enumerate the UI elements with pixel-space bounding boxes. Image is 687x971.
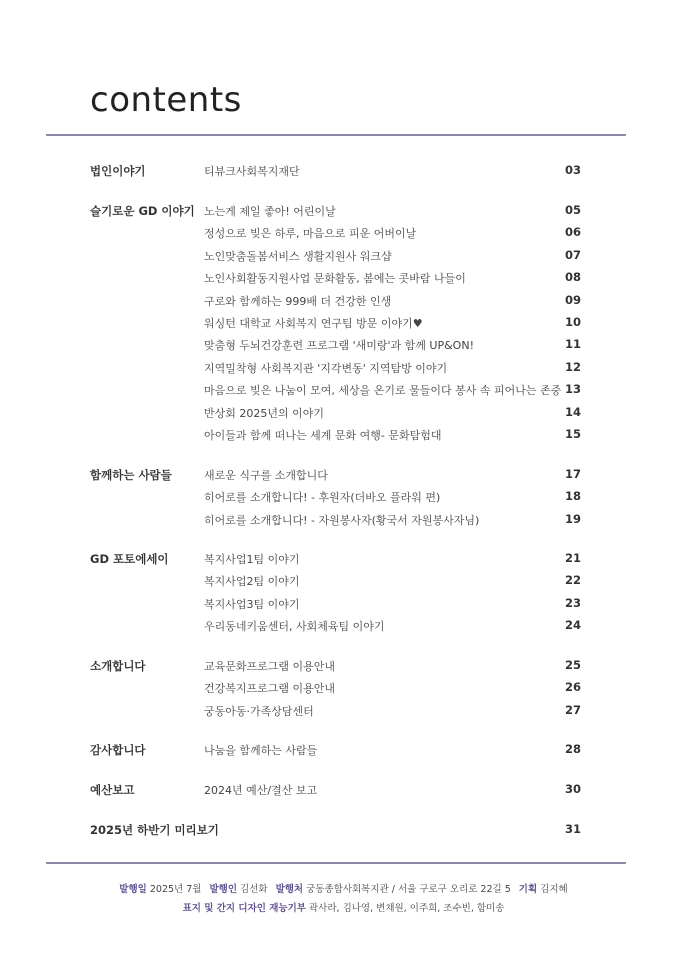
toc-entry[interactable] (0, 703, 687, 725)
entry-title: 아이들과 함께 떠나는 세계 문화 여행- 문화탐험대 (204, 429, 442, 442)
entry-page-number: 27 (564, 702, 581, 717)
footer-design-credits (0, 900, 687, 914)
toc-entry[interactable] (0, 405, 687, 427)
bottom-divider (46, 862, 626, 864)
toc-entry[interactable] (0, 596, 687, 618)
toc-entry[interactable] (0, 680, 687, 702)
footer-value: 궁동종합사회복지관 / 서울 구로구 오리로 22길 5 (306, 884, 511, 895)
entry-title: 노인사회활동지원사업 문화활동, 봄에는 콧바람 나들이 (204, 272, 466, 286)
entry-title: 복지사업2팀 이야기 (204, 575, 300, 589)
entry-page-number: 19 (564, 511, 581, 526)
entry-title: 새로운 식구를 소개합니다 (204, 469, 328, 482)
toc-entry[interactable] (0, 551, 687, 573)
entry-title: 반상회 2025년의 이야기 (204, 406, 324, 420)
entry-title: 복지사업1팀 이야기 (204, 553, 300, 566)
footer-value: 김선화 (240, 884, 268, 895)
entry-page-number: 07 (564, 247, 581, 262)
page-title: contents (90, 80, 242, 120)
entry-title: 구로와 함께하는 999배 더 건강한 인생 (204, 294, 392, 308)
entry-page-number: 11 (564, 337, 581, 352)
toc-entry[interactable] (0, 782, 687, 804)
section-title: 법인이야기 (90, 164, 146, 178)
section-title: 슬기로운 GD 이야기 (90, 204, 195, 218)
section-title: 예산보고 (90, 783, 135, 797)
entry-title: 노인맞춤돌봄서비스 생활지원사 워크샵 (204, 249, 392, 263)
toc-entry[interactable] (0, 658, 687, 680)
entry-page-number: 14 (564, 404, 581, 419)
toc-entry[interactable] (0, 225, 687, 247)
section-title: GD 포토에세이 (90, 552, 169, 566)
footer-value: 곽사라, 김나영, 변채원, 이주희, 조수빈, 함미송 (309, 903, 505, 914)
footer-label: 표지 및 간지 디자인 재능기부 (182, 903, 306, 914)
toc-entry[interactable] (0, 293, 687, 315)
entry-title: 마음으로 빚은 나눔이 모여, 세상을 온기로 물들이다 봉사 속 피어나는 존중 (204, 384, 562, 398)
entry-page-number: 06 (564, 225, 581, 240)
entry-page-number: 24 (564, 618, 581, 633)
toc-entry[interactable] (0, 489, 687, 511)
section-title: 함께하는 사람들 (90, 468, 172, 482)
toc-entry[interactable] (0, 248, 687, 270)
footer-value: 2025년 7월 (149, 884, 202, 895)
entry-page-number: 10 (564, 315, 581, 329)
entry-page-number: 08 (564, 270, 581, 285)
entry-title: 워싱턴 대학교 사회복지 연구팀 방문 이야기♥ (204, 317, 423, 330)
entry-page-number: 13 (564, 382, 581, 397)
entry-title: 건강복지프로그램 이용안내 (204, 682, 336, 696)
entry-page-number: 23 (564, 595, 581, 610)
footer-label: 발행인 (209, 884, 237, 895)
footer-label: 발행일 (119, 884, 147, 895)
toc-entry[interactable] (0, 315, 687, 337)
entry-page-number: 03 (564, 163, 581, 177)
entry-page-number: 05 (564, 203, 581, 217)
entry-page-number: 09 (564, 292, 581, 307)
section-title: 2025년 하반기 미리보기 (90, 823, 219, 837)
entry-title: 나눔을 함께하는 사람들 (204, 744, 318, 757)
entry-page-number: 28 (564, 742, 581, 756)
entry-title: 궁동아동·가족상담센터 (204, 704, 314, 718)
toc-entry[interactable] (0, 163, 687, 185)
entry-title: 정성으로 빚은 하루, 마음으로 피운 어버이날 (204, 227, 417, 241)
toc-entry[interactable] (0, 203, 687, 225)
toc-entry[interactable] (0, 618, 687, 640)
entry-title: 우리동네키움센터, 사회체육팀 이야기 (204, 620, 385, 634)
footer-label: 발행처 (275, 884, 304, 895)
toc-entry[interactable] (0, 427, 687, 449)
footer-value: 김지혜 (540, 884, 568, 895)
toc-entry[interactable] (0, 742, 687, 764)
entry-page-number: 26 (564, 680, 581, 695)
entry-title: 노는게 제일 좋아! 어린이날 (204, 205, 336, 218)
entry-title: 교육문화프로그램 이용안내 (204, 660, 336, 673)
footer-label: 기획 (518, 884, 538, 895)
entry-page-number: 22 (564, 573, 581, 588)
entry-page-number: 21 (564, 551, 581, 565)
entry-title: 히어로를 소개합니다! - 후원자(더바오 플라워 편) (204, 491, 441, 505)
toc-entry[interactable] (0, 382, 687, 404)
top-divider (46, 134, 626, 136)
section-title: 감사합니다 (90, 743, 146, 757)
entry-page-number: 17 (564, 467, 581, 481)
toc-entry[interactable] (0, 337, 687, 359)
entry-page-number: 15 (564, 427, 581, 441)
entry-page-number: 25 (564, 658, 581, 672)
entry-page-number: 18 (564, 489, 581, 504)
section-title: 소개합니다 (90, 659, 146, 673)
entry-title: 티뷰크사회복지재단 (204, 165, 300, 178)
entry-title: 히어로를 소개합니다! - 자원봉사자(황국서 자원봉사자님) (204, 513, 480, 527)
entry-title: 복지사업3팀 이야기 (204, 597, 300, 611)
toc-entry[interactable] (0, 270, 687, 292)
entry-page-number: 12 (564, 359, 581, 374)
entry-title: 맞춤형 두뇌건강훈련 프로그램 '새미랑'과 함께 UP&ON! (204, 339, 474, 353)
entry-title: 2024년 예산/결산 보고 (204, 784, 318, 797)
toc-entry[interactable] (0, 467, 687, 489)
toc-entry[interactable] (0, 573, 687, 595)
footer-publication-info (0, 881, 687, 895)
toc-entry[interactable] (0, 822, 687, 844)
toc-entry[interactable] (0, 360, 687, 382)
entry-page-number: 31 (564, 822, 581, 836)
entry-title: 지역밀착형 사회복지관 '지각변동' 지역탐방 이야기 (204, 361, 448, 375)
entry-page-number: 30 (564, 782, 581, 796)
toc-entry[interactable] (0, 512, 687, 534)
